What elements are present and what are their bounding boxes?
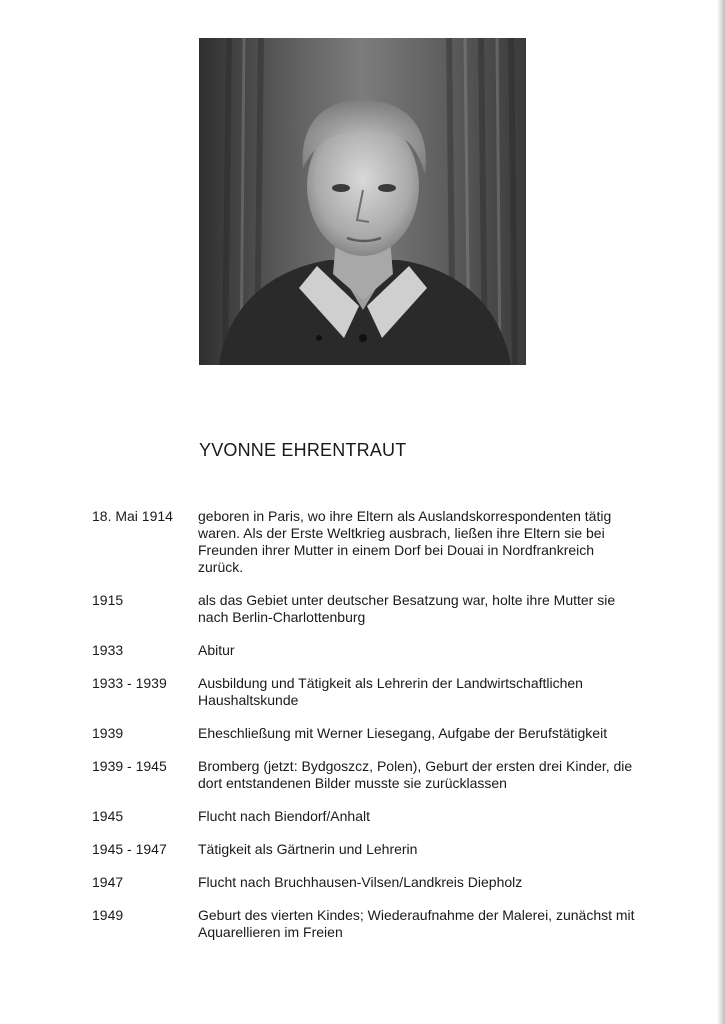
timeline-entry (92, 508, 652, 576)
timeline-entry (92, 675, 652, 709)
timeline-date: 1945 (92, 808, 124, 824)
timeline-date: 1939 (92, 725, 124, 741)
timeline-text: Flucht nach Biendorf/Anhalt (198, 808, 370, 824)
timeline-text: als das Gebiet unter deutscher Besatzung war, holte ihre Mutter sie nach Berlin-Charlottenburg (198, 592, 616, 625)
timeline-text: Bromberg (jetzt: Bydgoszcz, Polen), Geburt der ersten drei Kinder, die dort entstandenen Bilder musste sie zurücklassen (198, 758, 633, 791)
timeline-date: 1933 (92, 642, 124, 658)
timeline-date: 1939 - 1945 (92, 758, 167, 774)
timeline-date: 1933 - 1939 (92, 675, 167, 691)
timeline-date: 1915 (92, 592, 124, 608)
timeline-date: 1947 (92, 874, 124, 890)
timeline-entry (92, 592, 652, 626)
timeline-entry (92, 907, 652, 941)
timeline-entry (92, 808, 652, 825)
portrait-photo (199, 38, 526, 365)
timeline-text: Geburt des vierten Kindes; Wiederaufnahme der Malerei, zunächst mit Aquarellieren im Freien (198, 907, 635, 940)
timeline-entry (92, 725, 652, 742)
timeline-text: Flucht nach Bruchhausen-Vilsen/Landkreis Diepholz (198, 874, 523, 890)
timeline-entry (92, 841, 652, 858)
timeline-date: 1945 - 1947 (92, 841, 167, 857)
timeline-date: 1949 (92, 907, 124, 923)
timeline-date: 18. Mai 1914 (92, 508, 173, 524)
timeline-entry (92, 642, 652, 659)
person-name-heading: YVONNE EHRENTRAUT (199, 440, 407, 460)
timeline-entry (92, 874, 652, 891)
biography-timeline (92, 508, 652, 957)
timeline-text: Eheschließung mit Werner Liesegang, Aufgabe der Berufstätigkeit (198, 725, 608, 741)
timeline-text: geboren in Paris, wo ihre Eltern als Auslandskorrespondenten tätig waren. Als der Erste Weltkrieg ausbrach, ließen ihre Eltern sie bei Freunden ihrer Mutter in einem Dorf bei Douai in Nordfrankreich zurück. (198, 508, 612, 575)
timeline-text: Abitur (198, 642, 235, 658)
timeline-text: Tätigkeit als Gärtnerin und Lehrerin (198, 841, 418, 857)
page-edge-shadow (717, 0, 725, 1024)
timeline-text: Ausbildung und Tätigkeit als Lehrerin der Landwirtschaftlichen Haushaltskunde (198, 675, 583, 708)
timeline-entry (92, 758, 652, 792)
